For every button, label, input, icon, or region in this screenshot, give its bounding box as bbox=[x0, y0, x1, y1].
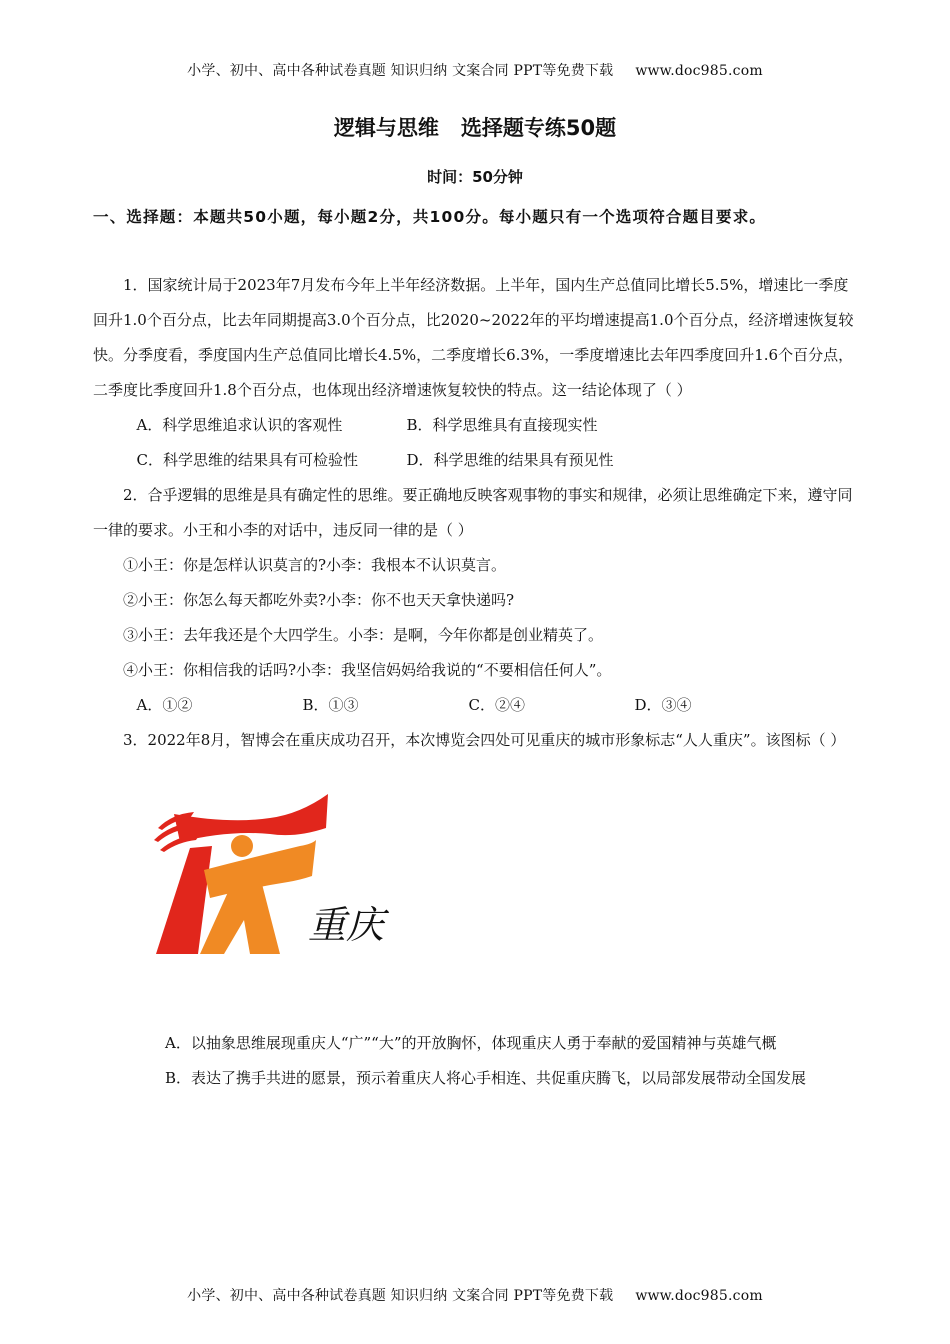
q3-figure bbox=[93, 758, 855, 1026]
q2-option-a: A．①② bbox=[136, 696, 193, 714]
logo-red-leg bbox=[156, 846, 212, 954]
q1-option-d: D．科学思维的结果具有预见性 bbox=[406, 451, 614, 469]
q2-option-b: B．①③ bbox=[302, 696, 359, 714]
q2-option-c: C．②④ bbox=[468, 696, 525, 714]
title-part1: 逻辑与思维 bbox=[333, 116, 439, 140]
page-header bbox=[0, 60, 950, 80]
q2-item-1: ①小王：你是怎样认识莫言的?小李：我根本不认识莫言。 bbox=[123, 556, 507, 574]
section-heading: 一、选择题：本题共50小题，每小题2分，共100分。每小题只有一个选项符合题目要求。 bbox=[93, 208, 767, 226]
q1-options-row1 bbox=[93, 408, 855, 443]
q2-item-3: ③小王：去年我还是个大四学生。小李：是啊，今年你都是创业精英了。 bbox=[123, 626, 604, 644]
q1-stem: 1．国家统计局于2023年7月发布今年上半年经济数据。上半年，国内生产总值同比增长5.5%，增速比一季度回升1.0个百分点，比去年同期提高3.0个百分点，比2020~2022年的平均增速提高1.0个百分点，经济增速恢复较快。分季度看，季度国内生产总值同比增长4.5%，二季度增长6.3%，一季度增速比去年四季度回升1.6个百分点，二季度比季度回升1.8个百分点，也体现出经济增速恢复较快的特点。这一结论体现了（ ） bbox=[93, 276, 854, 399]
exam-time: 时间：50分钟 bbox=[427, 168, 523, 186]
q3-option-b: B．表达了携手共进的愿景，预示着重庆人将心手相连、共促重庆腾飞，以局部发展带动全国发展 bbox=[165, 1069, 807, 1087]
page-footer bbox=[0, 1285, 950, 1305]
q1-option-b: B．科学思维具有直接现实性 bbox=[406, 416, 598, 434]
chongqing-logo-image bbox=[150, 788, 410, 958]
q2-option-d: D．③④ bbox=[634, 696, 692, 714]
q3-option-a: A．以抽象思维展现重庆人“广”“大”的开放胸怀，体现重庆人勇于奉献的爱国精神与英雄气概 bbox=[165, 1034, 777, 1052]
q1-option-c: C．科学思维的结果具有可检验性 bbox=[136, 451, 358, 469]
logo-red-banner bbox=[174, 794, 328, 842]
page-title bbox=[0, 112, 950, 142]
header-text: 小学、初中、高中各种试卷真题 知识归纳 文案合同 PPT等免费下载 bbox=[187, 63, 614, 79]
q2-options bbox=[93, 688, 855, 723]
logo-text: 重庆 bbox=[308, 903, 385, 947]
question-content bbox=[93, 268, 855, 1096]
q2-stem: 2．合乎逻辑的思维是具有确定性的思维。要正确地反映客观事物的事实和规律，必须让思维确定下来，遵守同一律的要求。小王和小李的对话中，违反同一律的是（ ） bbox=[93, 486, 853, 539]
q2-item-4: ④小王：你相信我的话吗?小李：我坚信妈妈给我说的“不要相信任何人”。 bbox=[123, 661, 612, 679]
q1-options-row2 bbox=[93, 443, 855, 478]
title-part2: 选择题专练50题 bbox=[460, 116, 617, 140]
logo-orange-head bbox=[231, 835, 253, 857]
q1-option-a: A．科学思维追求认识的客观性 bbox=[136, 416, 343, 434]
header-site: www.doc985.com bbox=[635, 63, 763, 79]
footer-text: 小学、初中、高中各种试卷真题 知识归纳 文案合同 PPT等免费下载 bbox=[187, 1288, 614, 1304]
q3-stem: 3．2022年8月，智博会在重庆成功召开，本次博览会四处可见重庆的城市形象标志“人人重庆”。该图标（ ） bbox=[123, 731, 846, 749]
q2-item-2: ②小王：你怎么每天都吃外卖?小李：你不也天天拿快递吗? bbox=[123, 591, 515, 609]
footer-site: www.doc985.com bbox=[635, 1288, 763, 1304]
